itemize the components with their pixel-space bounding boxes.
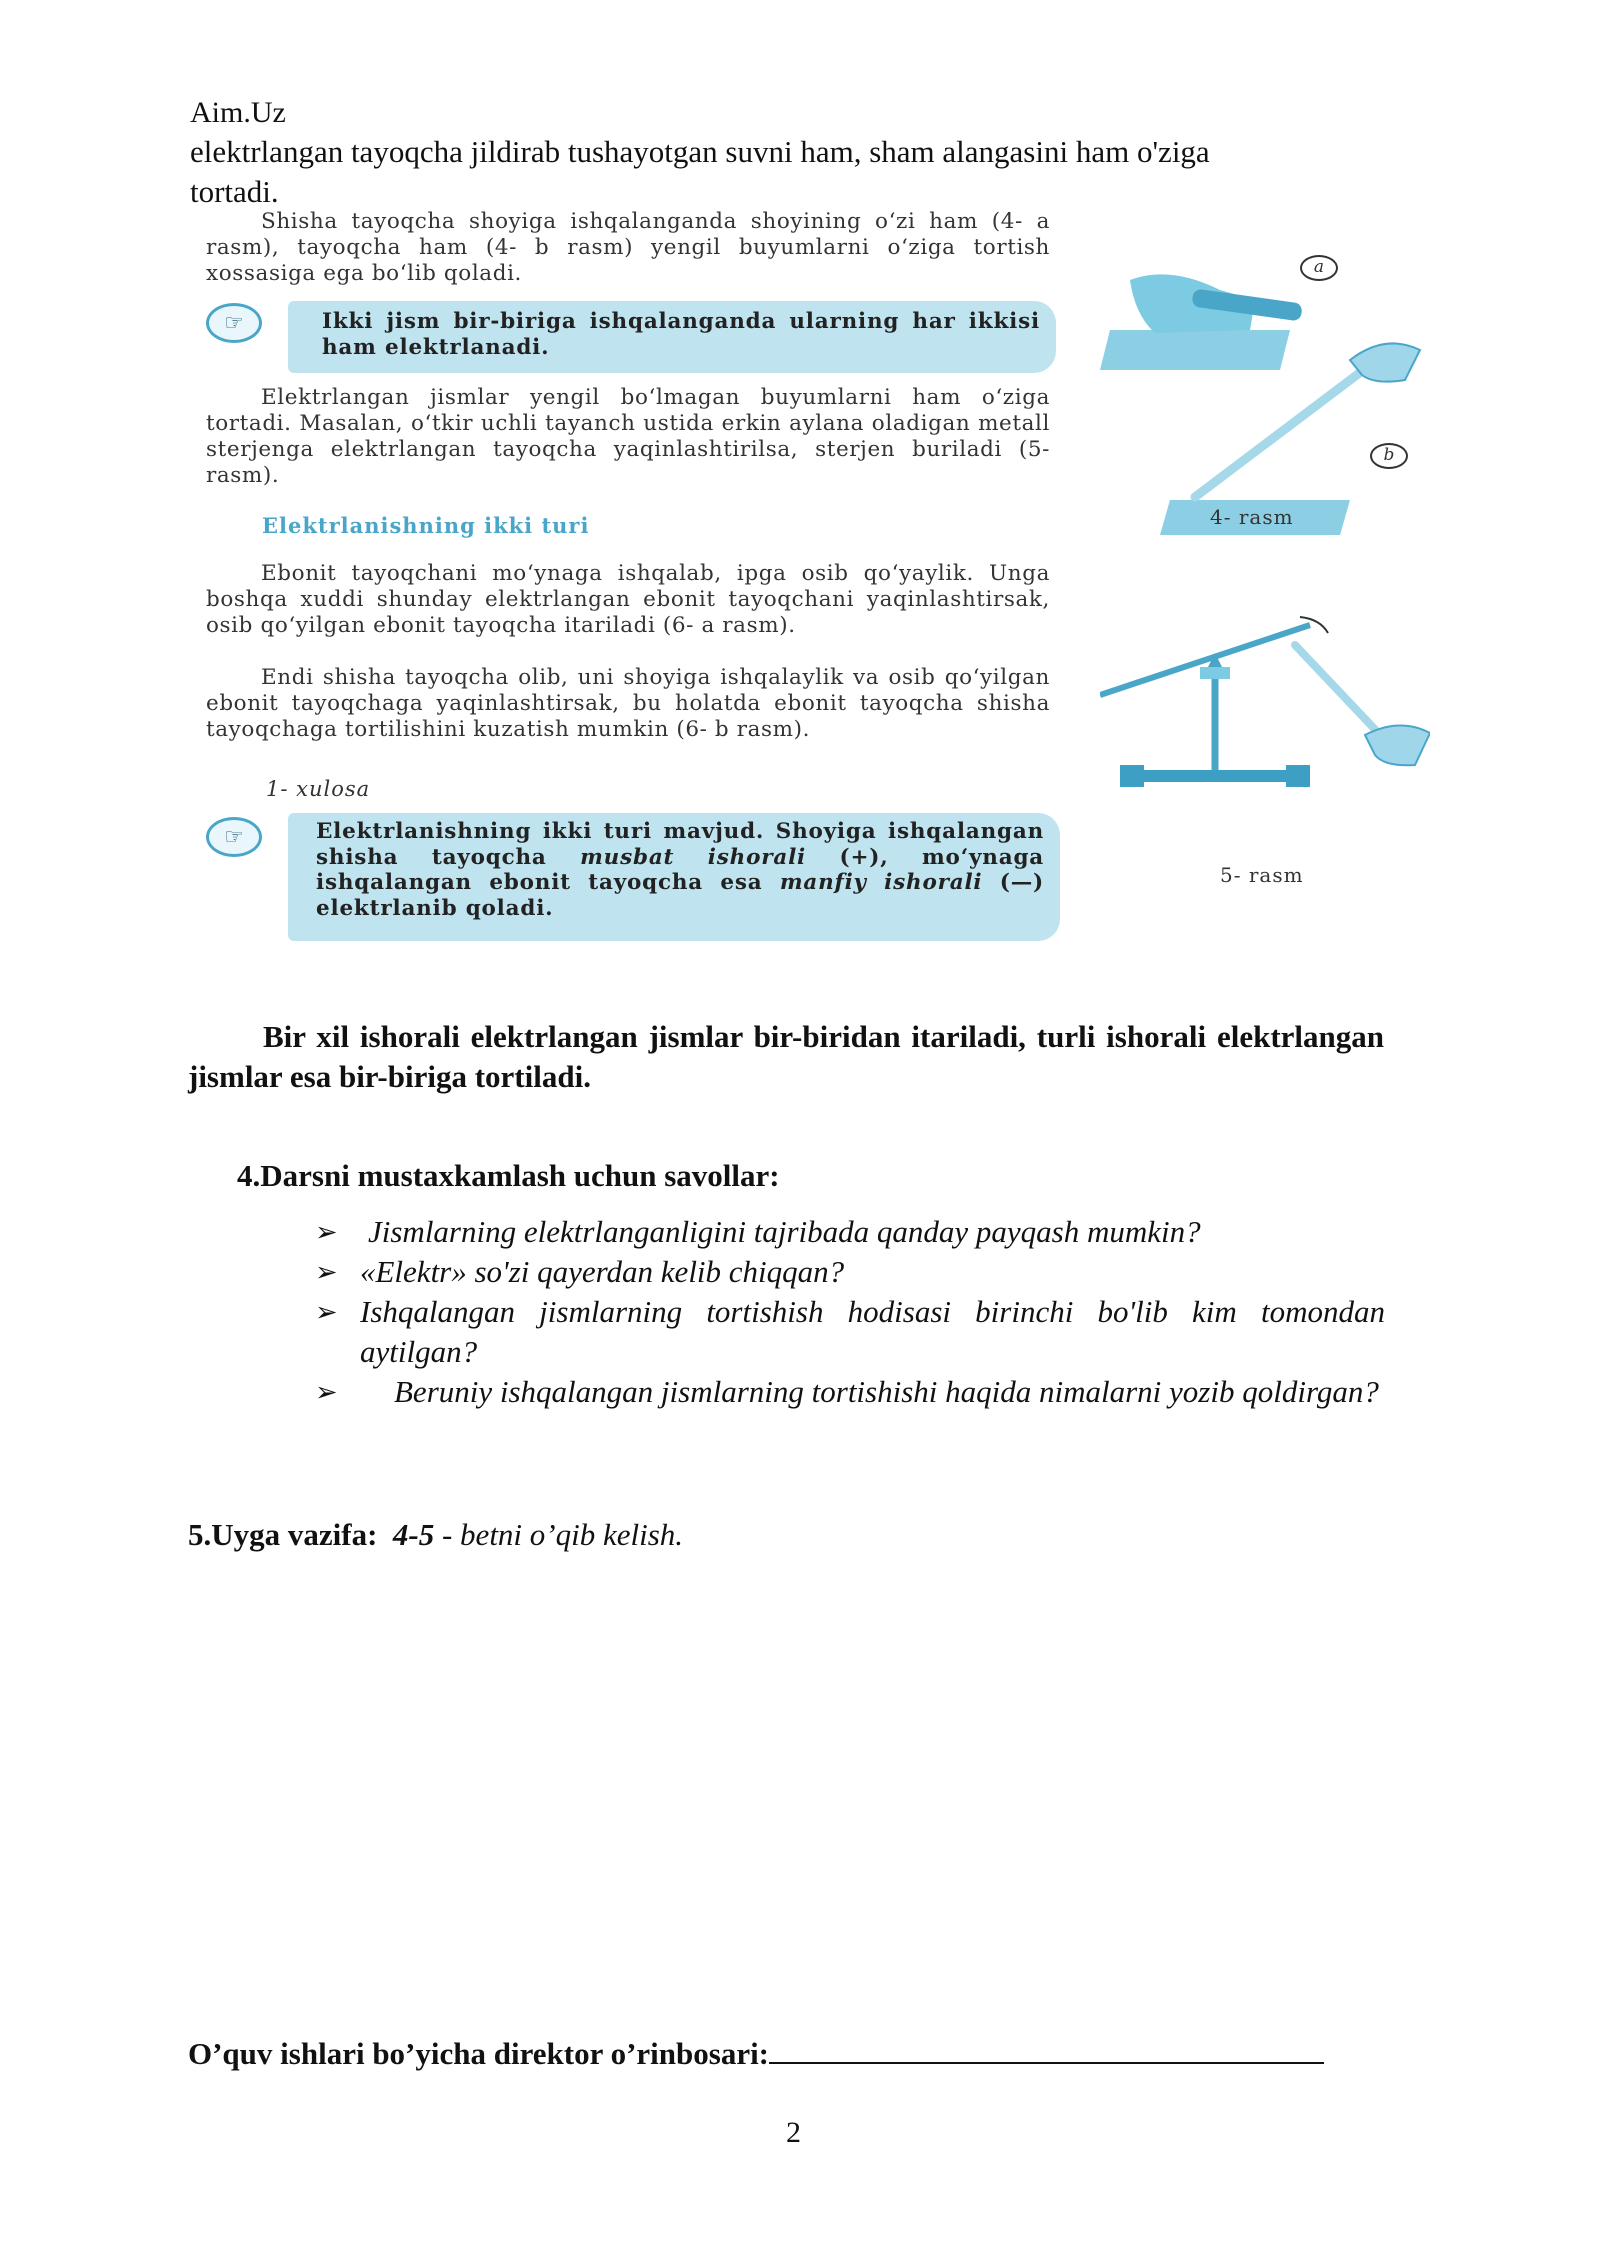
textbook-paragraph-3: Ebonit tayoqchani moʻynaga ishqalab, ipga osib qoʻyaylik. Unga boshqa xuddi shunday elektrlangan ebonit tayoqchani yaqinlashtirsak, osib qoʻyilgan ebonit tayoqcha itariladi (6- a rasm). xyxy=(206,561,1050,638)
arrow-bullet-icon: ➢ xyxy=(315,1217,338,1247)
site-header: Aim.Uz xyxy=(190,96,286,129)
figure-5-caption: 5- rasm xyxy=(1220,863,1304,887)
signature-line xyxy=(188,2034,1324,2072)
list-item: ➢ Ishqalangan jismlarning tortishish hodisasi birinchi bo'lib kim tomondan aytilgan? xyxy=(315,1294,1385,1369)
pointing-hand-icon: ☞ xyxy=(206,303,262,343)
figure-5-illustration xyxy=(1100,605,1430,845)
arrow-bullet-icon: ➢ xyxy=(315,1297,338,1327)
list-item: ➢ Beruniy ishqalangan jismlarning tortishishi haqida nimalarni yozib qoldirgan? xyxy=(315,1372,1385,1412)
arrow-bullet-icon: ➢ xyxy=(315,1377,338,1407)
intro-line-1: elektrlangan tayoqcha jildirab tushayotgan suvni ham, sham alangasini ham o'ziga xyxy=(190,134,1210,169)
arrow-bullet-icon: ➢ xyxy=(315,1257,338,1287)
section-heading: Elektrlanishning ikki turi xyxy=(262,513,590,538)
textbook-paragraph-4: Endi shisha tayoqcha olib, uni shoyiga ishqalaylik va osib qoʻyilgan ebonit tayoqchaga yaqinlashtirsak, bu holatda ebonit tayoqcha shisha tayoqchaga tortilishini kuzatish mumkin (6- b rasm). xyxy=(206,665,1050,742)
silk-rubbing-illustration xyxy=(1100,274,1303,370)
list-item: ➢ Jismlarning elektrlanganligini tajribada qanday payqash mumkin? xyxy=(315,1212,1385,1252)
textbook-paragraph-1: Shisha tayoqcha shoyiga ishqalanganda shoyining oʻzi ham (4- a rasm), tayoqcha ham (4- b rasm) yengil buyumlarni oʻziga tortish xossasiga ega boʻlib qoladi. xyxy=(206,209,1050,286)
list-item: ➢ «Elektr» so'zi qayerdan kelib chiqqan? xyxy=(315,1252,1385,1292)
pointing-hand-icon: ☞ xyxy=(206,817,262,857)
conclusion-label: 1- xulosa xyxy=(266,777,371,801)
homework-label: 5.Uyga vazifa: xyxy=(188,1517,378,1552)
section-4-title: 4.Darsni mustaxkamlash uchun savollar: xyxy=(237,1158,780,1193)
intro-line-2: tortadi. xyxy=(190,174,279,209)
homework-line xyxy=(188,1517,683,1553)
intro-paragraph xyxy=(190,132,1393,212)
figure-label-b: b xyxy=(1370,443,1408,469)
signature-blank[interactable] xyxy=(769,2034,1324,2064)
figure-label-a: a xyxy=(1300,255,1338,281)
signature-label: O’quv ishlari bo’yicha direktor o’rinbosari: xyxy=(188,2036,770,2071)
homework-pages: 4-5 xyxy=(392,1517,435,1552)
figure-4-caption: 4- rasm xyxy=(1210,505,1294,529)
question-list xyxy=(315,1212,1385,1412)
homework-task: - betni o’qib kelish. xyxy=(434,1517,684,1552)
rule-statement: Bir xil ishorali elektrlangan jismlar bir-biridan itariladi, turli ishorali elektrlangan jismlar esa bir-biriga tortiladi. xyxy=(188,1019,1384,1094)
callout-text-1: Ikki jism bir-biriga ishqalanganda ularning har ikkisi ham elektrlanadi. xyxy=(322,309,1040,360)
page-number: 2 xyxy=(786,2116,801,2149)
textbook-paragraph-2: Elektrlangan jismlar yengil boʻlmagan buyumlarni ham oʻziga tortadi. Masalan, oʻtkir uchli tayanch ustida erkin aylana oladigan metall sterjenga elektrlangan tayoqcha yaqinlashtirilsa, sterjen buriladi (5- rasm). xyxy=(206,385,1050,488)
callout-text-2: Elektrlanishning ikki turi mavjud. Shoyiga ishqalangan shisha tayoqcha musbat ishorali (+), moʻynaga ishqalangan ebonit tayoqcha esa manfiy ishorali (—) elektrlanib qoladi. xyxy=(316,819,1045,921)
textbook-scan xyxy=(190,205,1430,950)
